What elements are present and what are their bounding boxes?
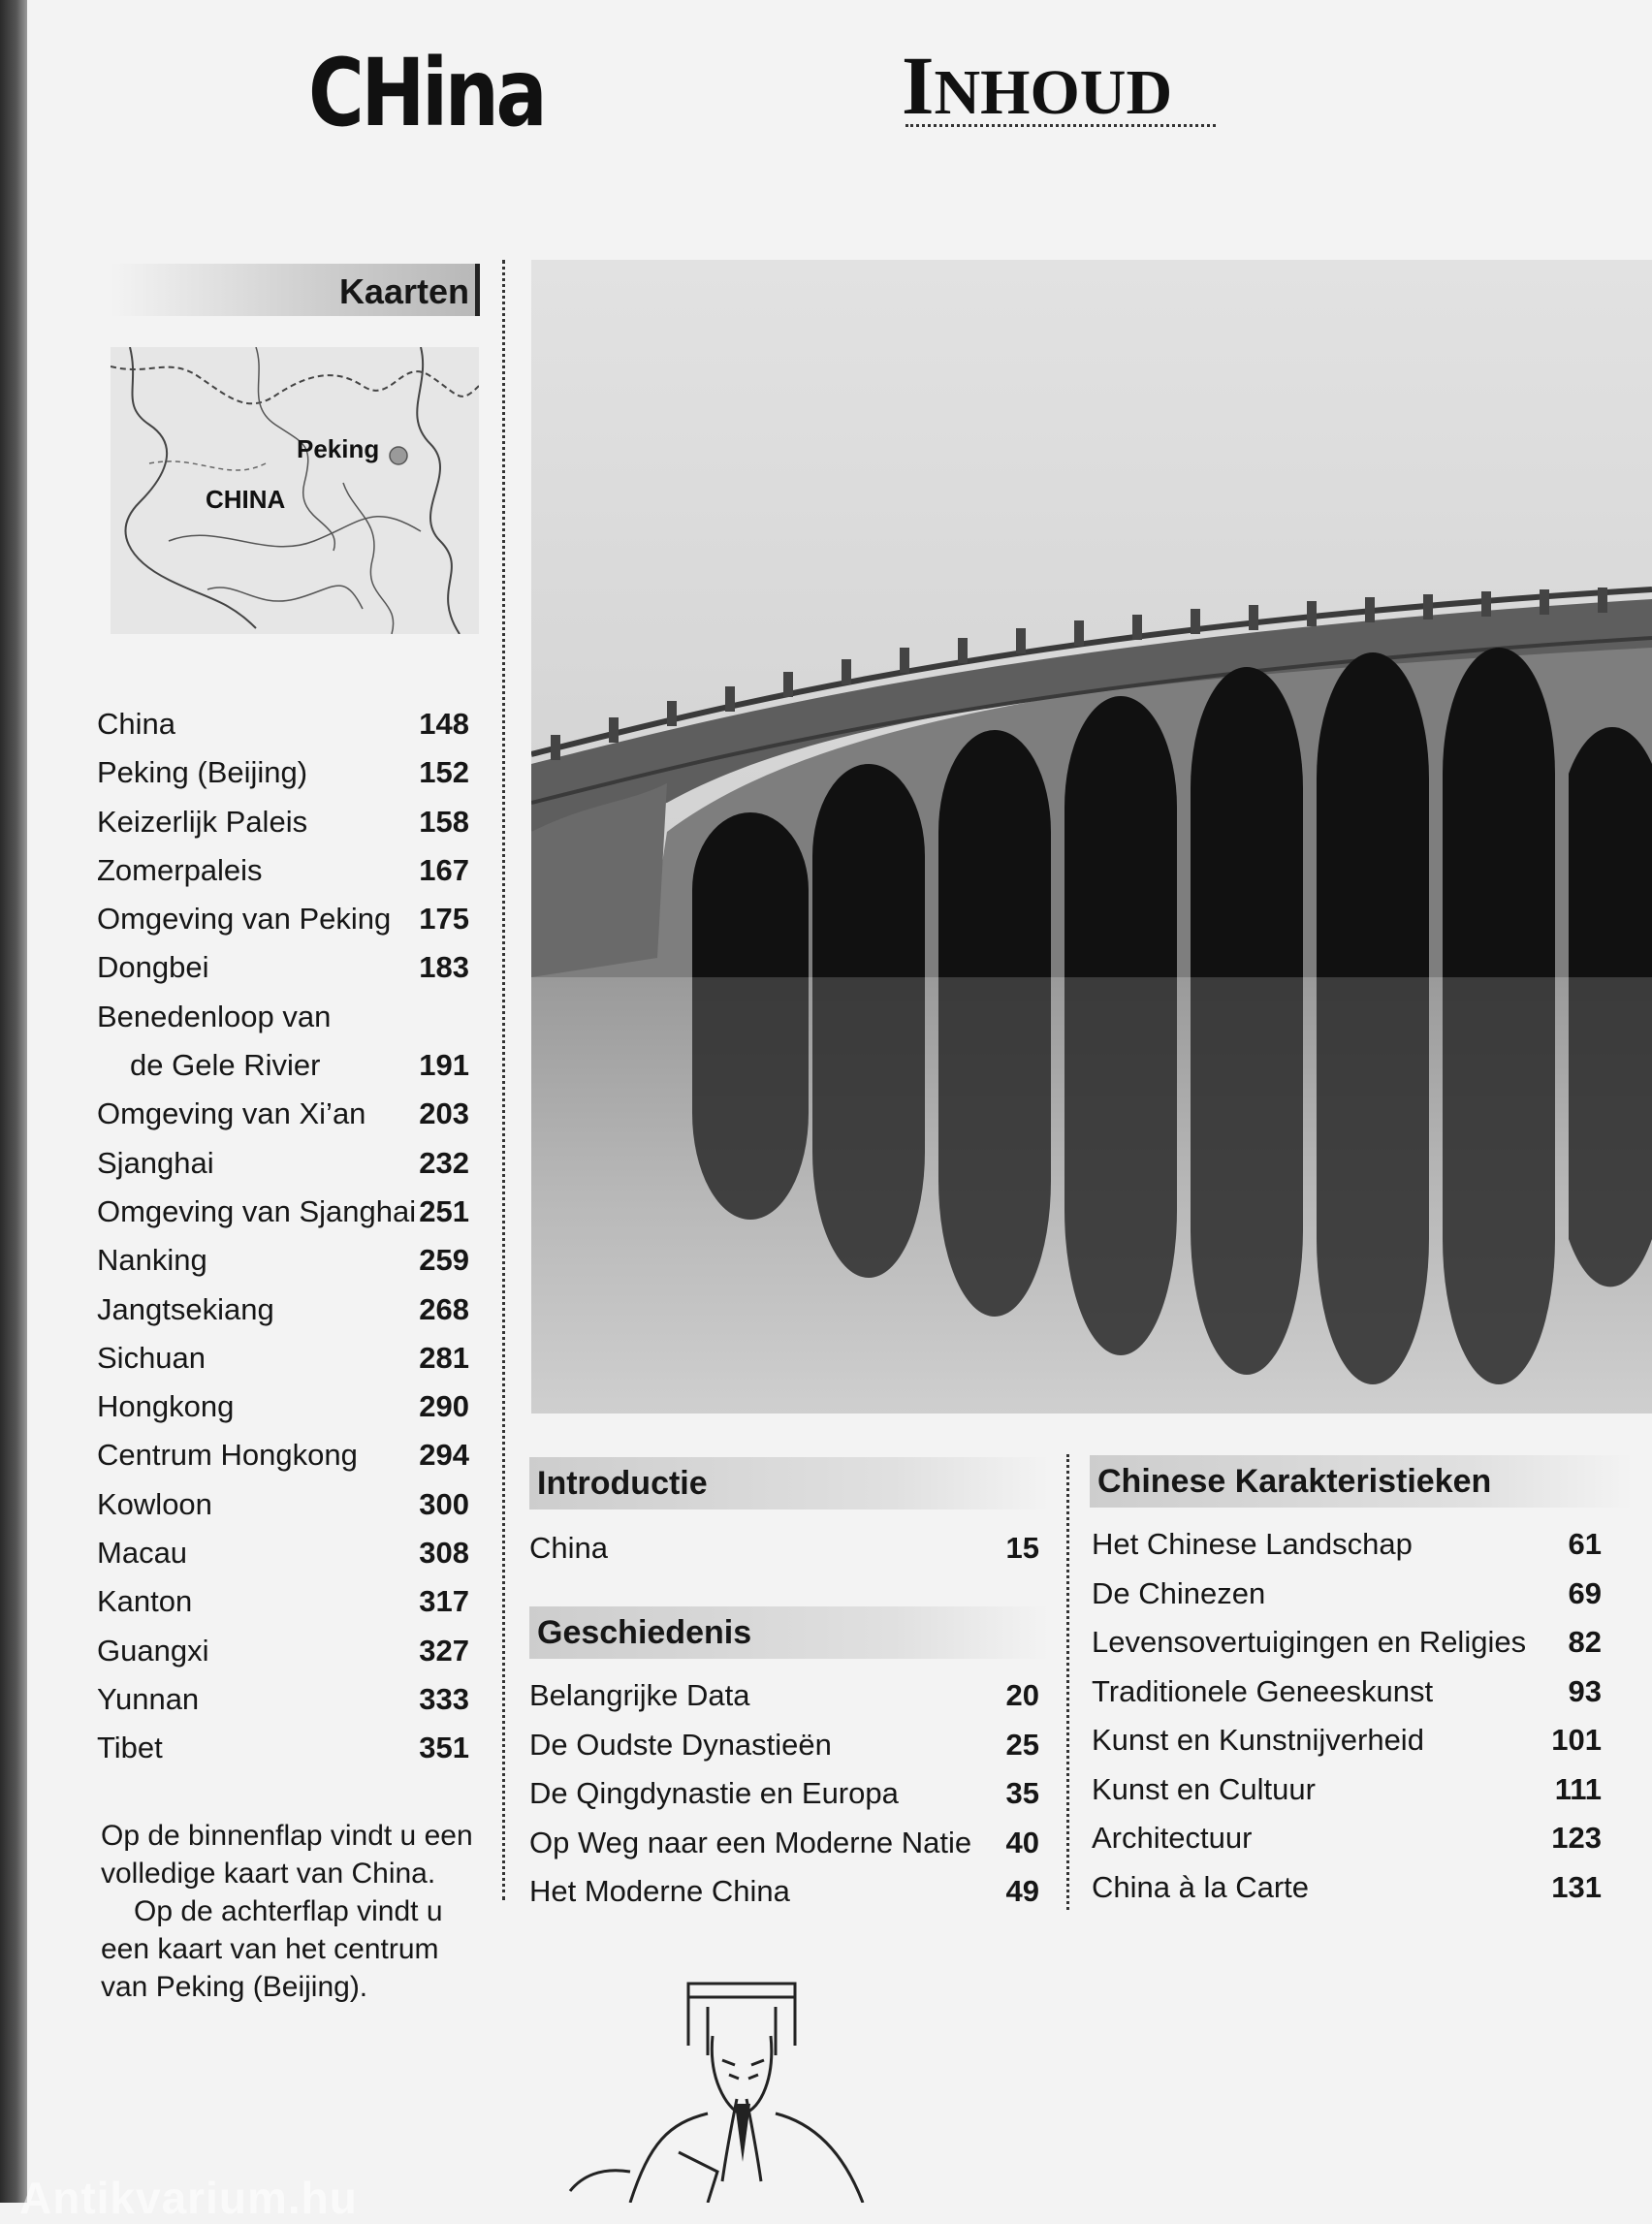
toc-entry[interactable]: Belangrijke Data 20 <box>529 1678 1039 1712</box>
map-entry[interactable]: Kowloon 300 <box>97 1486 469 1521</box>
map-entry[interactable]: Nanking 259 <box>97 1243 469 1278</box>
china-mini-map <box>111 347 479 634</box>
map-entry[interactable]: Centrum Hongkong 294 <box>97 1438 469 1473</box>
map-entry[interactable]: Yunnan 333 <box>97 1681 469 1716</box>
map-label-peking: Peking <box>297 434 380 463</box>
toc-entry[interactable]: Architectuur 123 <box>1092 1821 1602 1855</box>
toc-entry[interactable]: De Qingdynastie en Europa 35 <box>529 1776 1039 1810</box>
toc-entry[interactable]: Op Weg naar een Moderne Natie 40 <box>529 1825 1039 1859</box>
emperor-drawing <box>562 1978 911 2203</box>
map-entry[interactable]: Omgeving van Peking 175 <box>97 902 469 937</box>
map-entry[interactable]: Dongbei 183 <box>97 950 469 985</box>
map-entry[interactable]: Macau 308 <box>97 1536 469 1571</box>
maps-heading-bar <box>111 264 479 316</box>
map-entry[interactable]: Sichuan 281 <box>97 1340 469 1375</box>
toc-entry[interactable]: Kunst en Cultuur 111 <box>1092 1771 1602 1806</box>
map-entry[interactable]: Omgeving van Xi’an 203 <box>97 1096 469 1131</box>
map-entry[interactable]: Sjanghai 232 <box>97 1145 469 1180</box>
toc-entry[interactable]: Traditionele Geneeskunst 93 <box>1092 1673 1602 1708</box>
introductie-list <box>529 1524 1039 1573</box>
toc-entry[interactable]: China 15 <box>529 1531 1039 1565</box>
toc-entry[interactable]: Het Moderne China 49 <box>529 1874 1039 1908</box>
karakteristieken-heading: Chinese Karakteristieken <box>1090 1455 1633 1508</box>
maps-heading: Kaarten <box>338 271 469 311</box>
watermark: Antikvarium.hu <box>19 2173 358 2223</box>
page-title: INHOUD <box>902 39 1173 132</box>
note-line-2: Op de achterflap vindt u een kaart van het centrum van Peking (Beijing). <box>101 1895 443 2003</box>
geschiedenis-list <box>529 1671 1039 1917</box>
map-label-china: CHINA <box>206 485 286 514</box>
maps-note <box>101 1817 489 2006</box>
peking-marker <box>390 447 407 464</box>
toc-entry[interactable]: Het Chinese Landschap 61 <box>1092 1527 1602 1561</box>
toc-entry[interactable]: Levensovertuigingen en Religies 82 <box>1092 1625 1602 1659</box>
map-entry[interactable]: Benedenloop van <box>97 999 332 1033</box>
map-entry[interactable]: Jangtsekiang 268 <box>97 1291 469 1326</box>
maps-heading-edge <box>475 264 480 316</box>
column-divider-right <box>1066 1454 1069 1910</box>
china-logo: CHina <box>308 39 545 147</box>
toc-entry[interactable]: Kunst en Kunstnijverheid 101 <box>1092 1723 1602 1757</box>
map-entry[interactable]: Keizerlijk Paleis 158 <box>97 804 469 839</box>
title-dotted-rule <box>905 124 1216 127</box>
column-divider-left <box>502 260 505 1900</box>
map-entry[interactable]: Guangxi 327 <box>97 1633 469 1668</box>
bridge-illustration <box>531 260 1652 1414</box>
emperor-illustration <box>562 1978 911 2203</box>
map-entry[interactable]: Zomerpaleis 167 <box>97 852 469 887</box>
karakteristieken-list <box>1092 1520 1602 1912</box>
maps-list <box>97 700 469 1773</box>
bridge-photo <box>531 260 1652 1414</box>
map-entry[interactable]: de Gele Rivier 191 <box>130 1048 469 1083</box>
introductie-heading: Introductie <box>529 1457 1049 1509</box>
geschiedenis-heading: Geschiedenis <box>529 1606 1049 1659</box>
map-entry[interactable]: China 148 <box>97 707 469 741</box>
map-entry[interactable]: Peking (Beijing) 152 <box>97 755 469 790</box>
book-spine-shadow <box>0 0 27 2203</box>
map-entry[interactable]: Omgeving van Sjanghai 251 <box>97 1193 469 1228</box>
map-entry[interactable]: Tibet 351 <box>97 1731 469 1765</box>
note-line-1: Op de binnenflap vindt u een volledige kaart van China. <box>101 1820 473 1890</box>
map-entry[interactable]: Kanton 317 <box>97 1584 469 1619</box>
toc-entry[interactable]: De Oudste Dynastieën 25 <box>529 1727 1039 1762</box>
toc-entry[interactable]: De Chinezen 69 <box>1092 1575 1602 1610</box>
toc-entry[interactable]: China à la Carte 131 <box>1092 1869 1602 1904</box>
map-entry[interactable]: Hongkong 290 <box>97 1389 469 1424</box>
map-outline <box>111 347 479 634</box>
